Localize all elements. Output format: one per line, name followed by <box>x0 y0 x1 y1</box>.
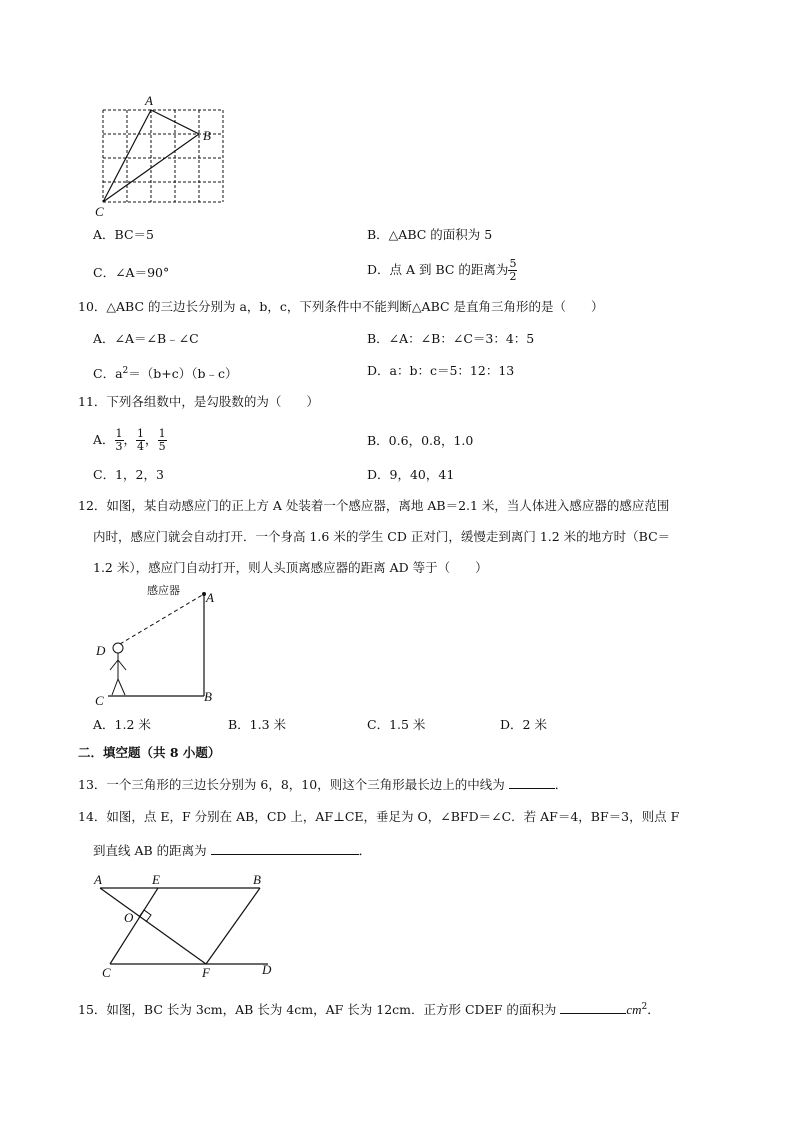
q13: 13．一个三角形的三边长分别为 6，8，10，则这个三角形最长边上的中线为 ． <box>78 777 568 792</box>
fig14-label-o: O <box>124 910 134 925</box>
fig14-label-a: A <box>94 872 102 887</box>
q11-option-d: D．9，40，41 <box>367 467 455 482</box>
grid-triangle-figure <box>95 92 225 222</box>
q9-option-a: A．BC＝5 <box>93 227 154 242</box>
q12-option-b: B．1.3 米 <box>228 717 287 732</box>
q9-option-c: C．∠A＝90° <box>93 265 170 280</box>
q12-line-1: 12．如图，某自动感应门的正上方 A 处装着一个感应器，离地 AB＝2.1 米，当人体进入感应器的感应范围 <box>78 498 670 513</box>
parallelogram-figure <box>92 870 282 980</box>
q12-line-2: 内时，感应门就会自动打开．一个身高 1.6 米的学生 CD 正对门，缓慢走到离门 1.2 米的地方时（BC＝ <box>93 529 671 544</box>
line-af <box>100 888 206 964</box>
fig14-label-e: E <box>152 872 160 887</box>
q10-option-c: C．$a^2=(b+c)(b﹣c)$ <box>93 366 238 382</box>
q11-option-c: C．1，2，3 <box>93 467 164 482</box>
fig14-label-d: D <box>262 962 272 977</box>
q11-stem: 11．下列各组数中，是勾股数的为（ ） <box>78 394 319 409</box>
q12-option-a: A．1.2 米 <box>93 717 151 732</box>
q10-option-a: A．∠A＝∠B﹣∠C <box>93 331 199 346</box>
q14-line-1: 14．如图，点 E，F 分别在 AB，CD 上，AF⊥CE，垂足为 O，∠BFD＝∠C．若 AF＝4，BF＝3，则点 F <box>78 809 680 824</box>
label-b: B <box>203 128 211 143</box>
fig-label-d: D <box>96 643 106 658</box>
q10-option-d: D．a：b：c＝5：12：13 <box>367 363 515 378</box>
q9-option-d-fraction: $\frac{5}{2}$ <box>509 257 517 283</box>
line-bf <box>206 888 260 964</box>
q15-answer-blank[interactable] <box>560 1001 626 1014</box>
q14-line-2: 到直线 AB 的距离为 ． <box>93 843 372 858</box>
q11-option-b: B．0.6，0.8，1.0 <box>367 433 474 448</box>
q12-option-c: C．1.5 米 <box>367 717 426 732</box>
q9-option-d <box>367 255 517 285</box>
fig-label-a: A <box>206 590 214 605</box>
stick-figure <box>110 643 126 695</box>
dashed-da <box>120 594 204 644</box>
fig14-label-f: F <box>202 965 210 980</box>
fig-label-b: B <box>204 689 212 704</box>
label-c: C <box>95 204 104 219</box>
sensor-label: 感应器 <box>147 584 180 597</box>
q12-line-3: 1.2 米），感应门自动打开，则人头顶离感应器的距离 AD 等于（ ） <box>93 560 488 575</box>
q14-answer-blank[interactable] <box>211 842 359 855</box>
fig14-label-c: C <box>102 965 111 980</box>
q10-option-b: B．∠A：∠B：∠C＝3：4：5 <box>367 331 535 346</box>
line-ce <box>110 888 158 964</box>
fig-label-c: C <box>95 693 104 708</box>
q11-option-a: A． $\frac{1}{3}$ ， $\frac{1}{4}$ ， $\frac{1}{5}$ <box>93 427 166 453</box>
q13-answer-blank[interactable] <box>509 776 555 789</box>
label-a: A <box>145 93 153 108</box>
q9-option-b: B．△ABC 的面积为 5 <box>367 227 493 242</box>
fig14-label-b: B <box>253 872 261 887</box>
q9-option-d-text: D．点 A 到 BC 的距离为 <box>367 262 509 277</box>
q12-option-d: D．2 米 <box>500 717 547 732</box>
q15: 15．如图，BC 长为 3cm，AB 长为 4cm，AF 长为 12cm．正方形 CDEF 的面积为 $cm^2$． <box>78 1002 660 1018</box>
section-heading: 二．填空题（共 8 小题） <box>78 745 221 760</box>
q10-stem: 10．△ABC 的三边长分别为 a，b，c，下列条件中不能判断△ABC 是直角三角形的是（ ） <box>78 299 604 314</box>
sensor-door-figure <box>92 582 232 710</box>
